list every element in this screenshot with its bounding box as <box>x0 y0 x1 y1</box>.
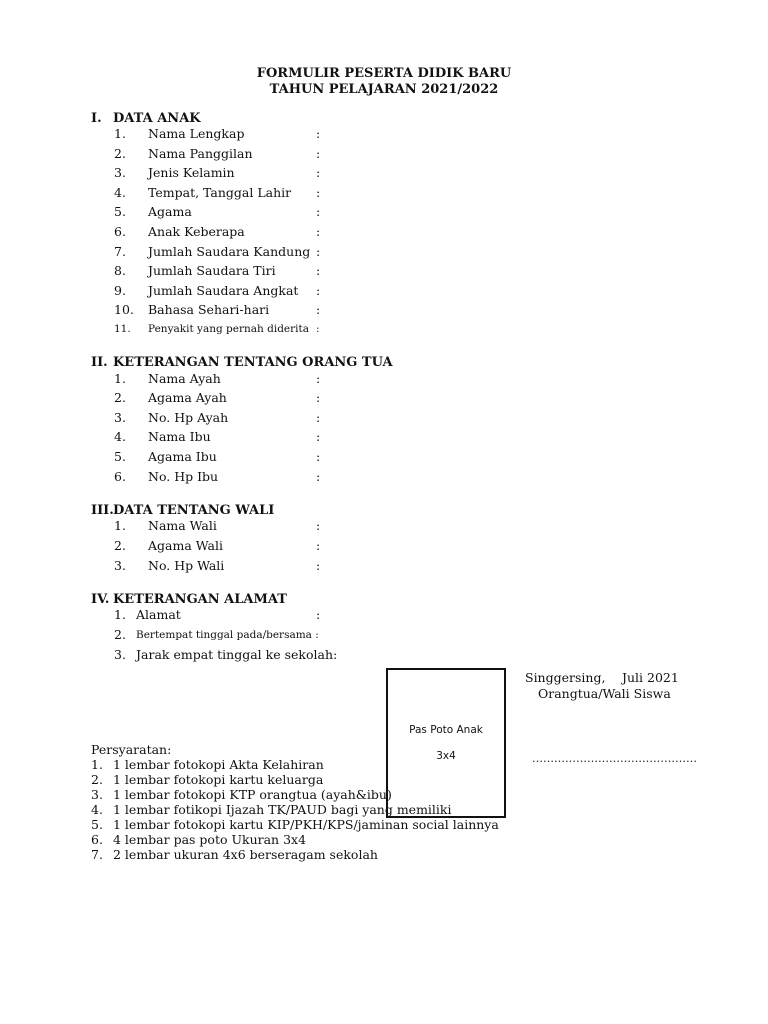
requirement-text: 4 lembar pas poto Ukuran 3x4 <box>113 832 307 847</box>
item-number: 3. <box>114 165 126 180</box>
field-label: Agama Ayah <box>148 390 227 405</box>
field-colon: : <box>316 371 321 386</box>
photo-label: Pas Poto Anak <box>409 724 483 736</box>
field-colon: : <box>316 165 321 180</box>
item-number: 4. <box>114 429 126 444</box>
requirement-number: 6. <box>91 832 103 847</box>
item-number: 1. <box>114 371 126 386</box>
field-colon: : <box>316 518 321 533</box>
requirement-text: 1 lembar fotokopi kartu keluarga <box>113 772 324 787</box>
section-title: KETERANGAN ALAMAT <box>113 592 287 607</box>
item-number: 6. <box>114 224 126 239</box>
field-label: Agama Wali <box>148 538 223 553</box>
section-title: DATA TENTANG WALI <box>113 503 275 518</box>
form-subtitle: TAHUN PELAJARAN 2021/2022 <box>269 82 499 97</box>
requirement-number: 3. <box>91 787 103 802</box>
item-number: 3. <box>114 410 126 425</box>
field-colon: : <box>316 126 321 141</box>
field-colon: : <box>316 185 321 200</box>
item-number: 4. <box>114 185 126 200</box>
field-label: Nama Lengkap <box>148 126 245 141</box>
field-colon: : <box>316 283 321 298</box>
requirement-text: 1 lembar fotokopi kartu KIP/PKH/KPS/jaminan social lainnya <box>113 817 499 832</box>
section-numeral: III. <box>91 503 114 518</box>
requirement-number: 7. <box>91 847 103 862</box>
field-label: Nama Ibu <box>148 429 211 444</box>
field-colon: : <box>316 538 321 553</box>
item-number: 11. <box>114 323 131 335</box>
field-colon: : <box>316 244 321 259</box>
field-label: Agama Ibu <box>148 449 217 464</box>
requirement-text: 1 lembar fotikopi Ijazah TK/PAUD bagi yang memiliki <box>113 802 452 817</box>
field-colon: : <box>316 558 321 573</box>
signature-date: Juli 2021 <box>622 670 679 685</box>
item-number: 5. <box>114 449 126 464</box>
item-number: 10. <box>114 302 134 317</box>
item-number: 3. <box>114 647 126 662</box>
field-label: Jumlah Saudara Angkat <box>148 283 299 298</box>
field-label: Nama Wali <box>148 518 217 533</box>
field-colon: : <box>316 410 321 425</box>
item-number: 8. <box>114 263 126 278</box>
section-numeral: IV. <box>91 592 110 607</box>
item-number: 7. <box>114 244 126 259</box>
requirement-text: 2 lembar ukuran 4x6 berseragam sekolah <box>113 847 378 862</box>
signature-line: ……………………………………… <box>532 752 697 765</box>
item-number: 2. <box>114 627 126 642</box>
field-colon: : <box>316 323 320 335</box>
section-title: DATA ANAK <box>113 111 201 126</box>
field-label: Anak Keberapa <box>148 224 245 239</box>
field-colon: : <box>316 607 321 622</box>
field-colon: : <box>316 429 321 444</box>
field-colon: : <box>316 224 321 239</box>
item-number: 3. <box>114 558 126 573</box>
item-number: 6. <box>114 469 126 484</box>
field-label: Nama Panggilan <box>148 146 253 161</box>
field-label: Jumlah Saudara Kandung <box>148 244 311 259</box>
item-number: 2. <box>114 146 126 161</box>
requirement-text: 1 lembar fotokopi Akta Kelahiran <box>113 757 324 772</box>
field-label: Bertempat tinggal pada/bersama : <box>136 629 319 641</box>
section-numeral: I. <box>91 111 102 126</box>
item-number: 2. <box>114 390 126 405</box>
photo-size: 3x4 <box>436 750 456 762</box>
field-colon: : <box>316 449 321 464</box>
signature-role: Orangtua/Wali Siswa <box>538 686 671 701</box>
field-label: Alamat <box>136 607 181 622</box>
requirement-number: 5. <box>91 817 103 832</box>
field-colon: : <box>316 146 321 161</box>
field-colon: : <box>316 263 321 278</box>
field-label: Bahasa Sehari-hari <box>148 302 270 317</box>
form-title: FORMULIR PESERTA DIDIK BARU <box>256 66 512 81</box>
section-title: KETERANGAN TENTANG ORANG TUA <box>113 355 393 370</box>
field-label: No. Hp Ibu <box>148 469 219 484</box>
requirements-heading: Persyaratan: <box>91 742 172 757</box>
field-label: Jenis Kelamin <box>148 165 235 180</box>
field-colon: : <box>316 204 321 219</box>
item-number: 1. <box>114 607 126 622</box>
field-label: Jumlah Saudara Tiri <box>148 263 276 278</box>
field-label: No. Hp Wali <box>148 558 225 573</box>
photo-box <box>386 668 506 818</box>
field-label: No. Hp Ayah <box>148 410 229 425</box>
field-label: Jarak empat tinggal ke sekolah: <box>136 647 338 662</box>
field-colon: : <box>316 469 321 484</box>
requirement-number: 4. <box>91 802 103 817</box>
signature-place: Singgersing, <box>525 670 606 685</box>
field-colon: : <box>316 302 321 317</box>
item-number: 1. <box>114 518 126 533</box>
requirement-text: 1 lembar fotokopi KTP orangtua (ayah&ibu) <box>113 787 392 802</box>
item-number: 9. <box>114 283 126 298</box>
item-number: 5. <box>114 204 126 219</box>
field-label: Tempat, Tanggal Lahir <box>148 185 292 200</box>
requirement-number: 1. <box>91 757 103 772</box>
requirement-number: 2. <box>91 772 103 787</box>
field-label: Nama Ayah <box>148 371 221 386</box>
item-number: 2. <box>114 538 126 553</box>
item-number: 1. <box>114 126 126 141</box>
field-label: Agama <box>148 204 192 219</box>
field-label: Penyakit yang pernah diderita <box>148 323 310 335</box>
section-numeral: II. <box>91 355 108 370</box>
field-colon: : <box>316 390 321 405</box>
